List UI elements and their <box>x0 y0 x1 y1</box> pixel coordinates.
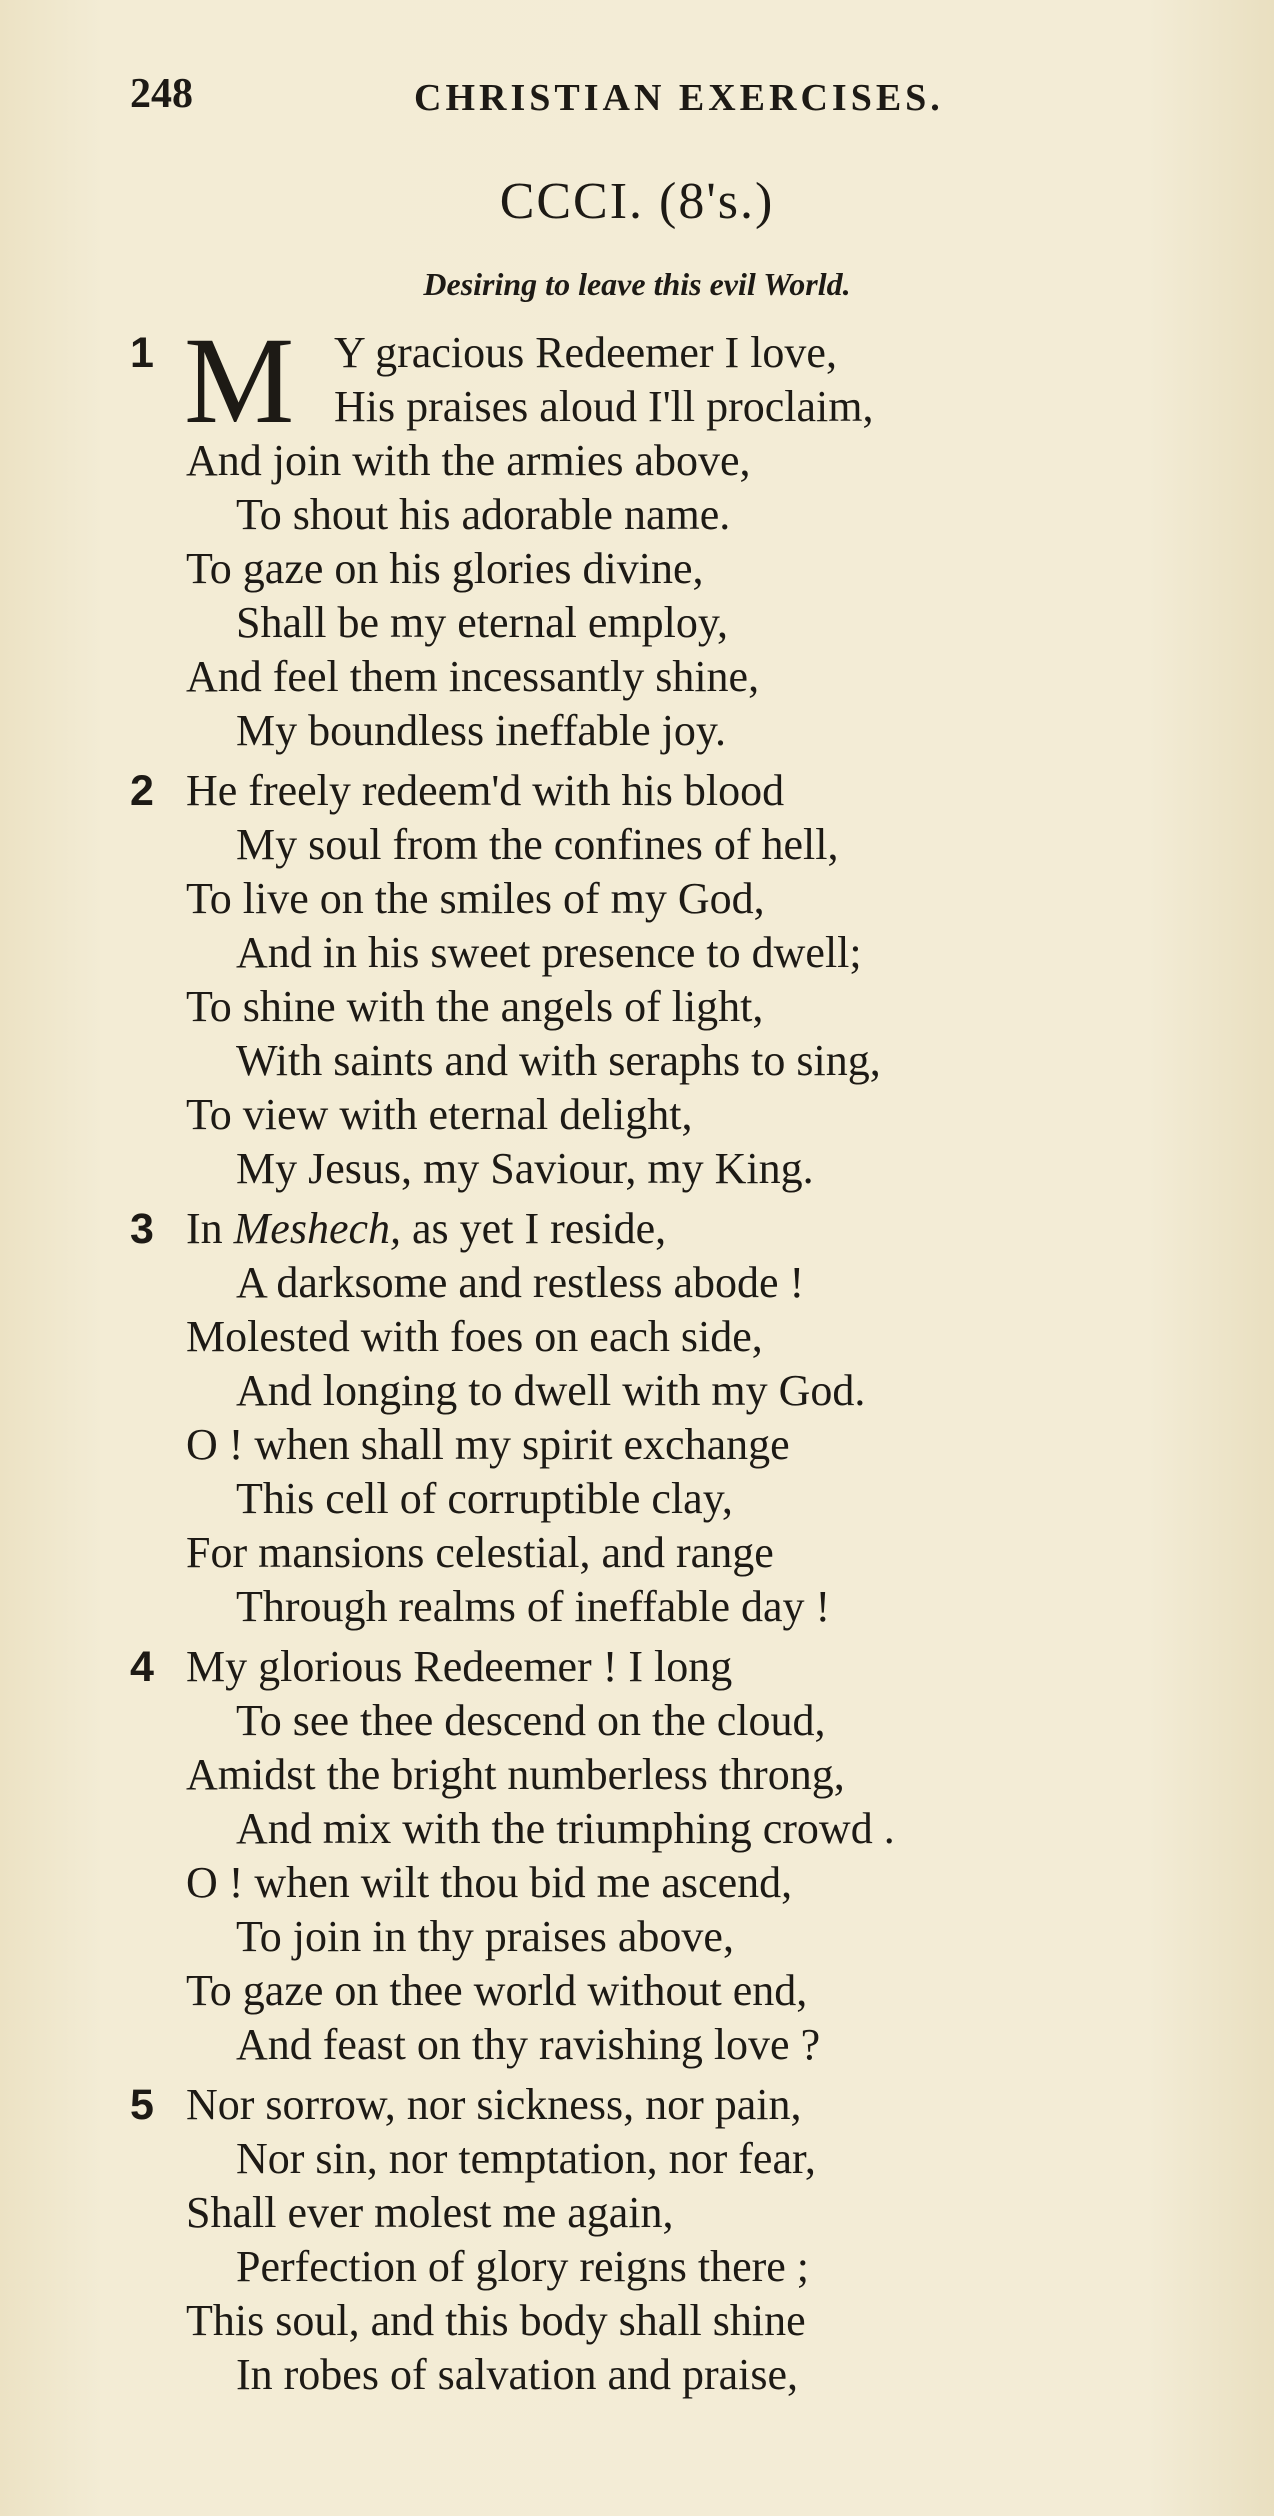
verse-1 <box>130 312 1170 758</box>
verse-line: Amidst the bright numberless throng, <box>186 1750 845 1799</box>
verse-line: His praises aloud I'll proclaim, <box>334 382 874 431</box>
place-name: Meshech, <box>233 1204 402 1253</box>
drop-cap: M <box>184 312 295 449</box>
verse-line: To gaze on his glories divine, <box>186 544 704 593</box>
verse-line: To shine with the angels of light, <box>186 982 764 1031</box>
verse-line: Molested with foes on each side, <box>186 1312 763 1361</box>
verse-line: Shall be my eternal employ, <box>236 598 729 647</box>
verse-line: My boundless ineffable joy. <box>236 706 727 755</box>
page-header <box>130 70 1130 130</box>
line-text: as yet I reside, <box>401 1204 667 1253</box>
verse-2 <box>130 764 1170 1196</box>
verse-line: To view with eternal delight, <box>186 1090 693 1139</box>
verse-line: To shout his adorable name. <box>236 490 731 539</box>
verse-number: 1 <box>130 329 154 377</box>
verse-line: To join in thy praises above, <box>236 1912 734 1961</box>
verse-line: O ! when shall my spirit exchange <box>186 1420 790 1469</box>
verse-line: Y gracious Redeemer I love, <box>334 328 837 377</box>
verse-line: My soul from the confines of hell, <box>236 820 839 869</box>
verse-number: 3 <box>130 1205 154 1253</box>
verse-line: And longing to dwell with my God. <box>236 1366 866 1415</box>
verse-line: For mansions celestial, and range <box>186 1528 774 1577</box>
verse-number: 5 <box>130 2081 154 2129</box>
verse-line: Through realms of ineffable day ! <box>236 1582 831 1631</box>
verse-line: To live on the smiles of my God, <box>186 874 765 923</box>
hymn-title: Desiring to leave this evil World. <box>423 266 851 302</box>
verse-4 <box>130 1640 1170 2072</box>
hymn-number: CCCI. (8's.) <box>499 173 775 230</box>
running-head: CHRISTIAN EXERCISES. <box>414 77 944 119</box>
verse-line: A darksome and restless abode ! <box>236 1258 805 1307</box>
verse-line <box>130 1202 1170 1256</box>
verse-line: And feast on thy ravishing love ? <box>236 2020 821 2069</box>
verse-line: And feel them incessantly shine, <box>186 652 760 701</box>
verse-line: Perfection of glory reigns there ; <box>236 2242 810 2291</box>
verse-line: Shall ever molest me again, <box>186 2188 674 2237</box>
verse-line: He freely redeem'd with his blood <box>186 766 785 815</box>
verse-line: O ! when wilt thou bid me ascend, <box>186 1858 793 1907</box>
dropcap-block <box>130 312 1170 449</box>
verse-5 <box>130 2078 1170 2402</box>
verse-line: My Jesus, my Saviour, my King. <box>236 1144 814 1193</box>
verse-number: 2 <box>130 767 154 815</box>
verse-line: This cell of corruptible clay, <box>236 1474 733 1523</box>
hymn-verses <box>130 312 1170 2408</box>
verse-line: With saints and with seraphs to sing, <box>236 1036 881 1085</box>
verse-line: My glorious Redeemer ! I long <box>186 1642 733 1691</box>
verse-line: Nor sorrow, nor sickness, nor pain, <box>186 2080 802 2129</box>
verse-number: 4 <box>130 1643 154 1691</box>
verse-line: To gaze on thee world without end, <box>186 1966 808 2015</box>
verse-3 <box>130 1202 1170 1634</box>
verse-line: And in his sweet presence to dwell; <box>236 928 862 977</box>
verse-line: To see thee descend on the cloud, <box>236 1696 826 1745</box>
verse-line: Nor sin, nor temptation, nor fear, <box>236 2134 816 2183</box>
page-number: 248 <box>130 71 193 117</box>
verse-line: And join with the armies above, <box>186 436 751 485</box>
line-text: In <box>186 1204 234 1253</box>
verse-line: In robes of salvation and praise, <box>236 2350 799 2399</box>
verse-line: And mix with the triumphing crowd . <box>236 1804 895 1853</box>
verse-line: This soul, and this body shall shine <box>186 2296 806 2345</box>
